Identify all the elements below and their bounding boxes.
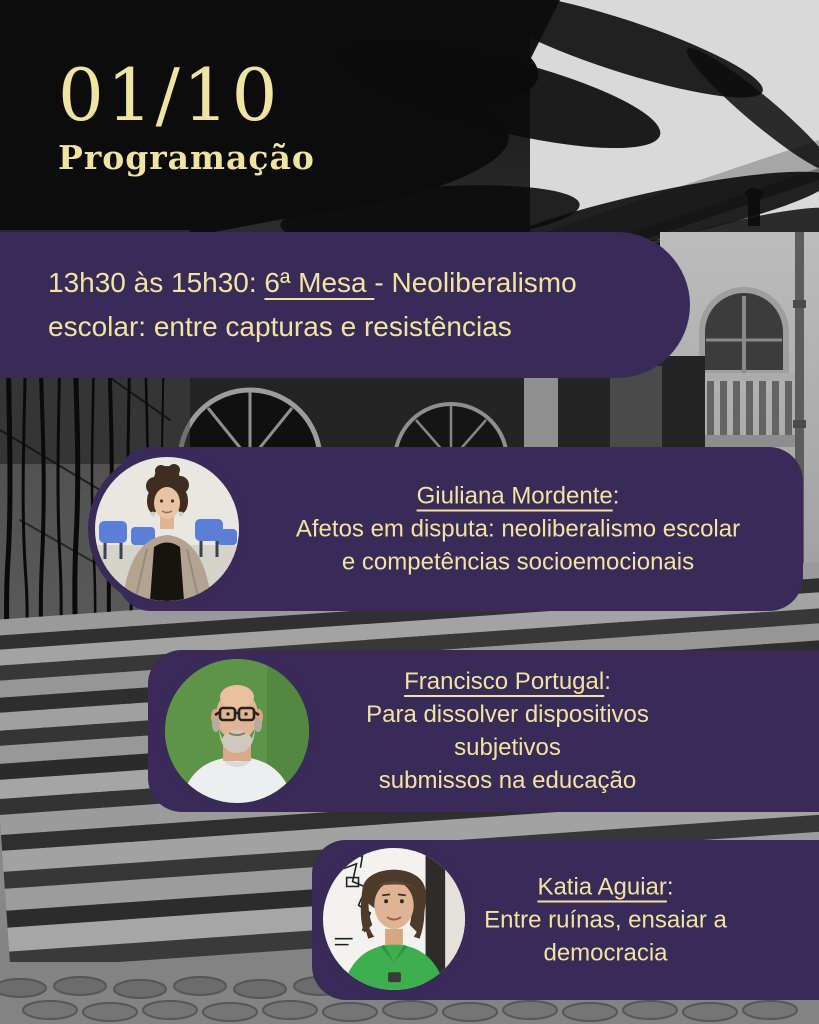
talk-title-line: submissos na educação bbox=[378, 767, 637, 794]
speaker-info-giuliana bbox=[247, 480, 789, 579]
speaker-photo-francisco bbox=[158, 652, 316, 810]
talk-title-line: Afetos em disputa: neoliberalismo escolar bbox=[295, 515, 741, 543]
session-title-line-2: escolar: entre capturas e resistências bbox=[48, 311, 512, 342]
session-title-part: - Neoliberalismo bbox=[374, 267, 577, 298]
talk-title-line: e competências socioemocionais bbox=[341, 548, 695, 576]
speaker-card-katia bbox=[312, 840, 819, 1000]
speaker-info-katia bbox=[472, 871, 739, 970]
speaker-name: Giuliana Mordente: bbox=[416, 482, 620, 510]
speaker-name: Katia Aguiar: bbox=[537, 873, 674, 901]
speaker-photo-giuliana bbox=[88, 450, 246, 608]
speaker-name: Francisco Portugal: bbox=[404, 668, 611, 695]
talk-title-line: democracia bbox=[543, 939, 668, 967]
poster-header bbox=[58, 53, 315, 177]
session-time: 13h30 às 15h30: bbox=[48, 267, 265, 298]
speaker-card-giuliana bbox=[117, 447, 803, 611]
session-banner bbox=[0, 232, 690, 378]
event-date: 01/10 bbox=[58, 53, 281, 137]
session-title-line-1 bbox=[48, 261, 690, 305]
page-title: Programação bbox=[58, 137, 315, 177]
talk-title-line: Entre ruínas, ensaiar a bbox=[484, 906, 727, 934]
talk-title-line: Para dissolver dispositivos subjetivos bbox=[366, 701, 649, 761]
speaker-photo-katia bbox=[316, 841, 472, 997]
session-number: 6ª Mesa bbox=[264, 267, 375, 298]
speaker-card-francisco bbox=[148, 650, 819, 812]
speaker-info-francisco bbox=[316, 665, 699, 797]
